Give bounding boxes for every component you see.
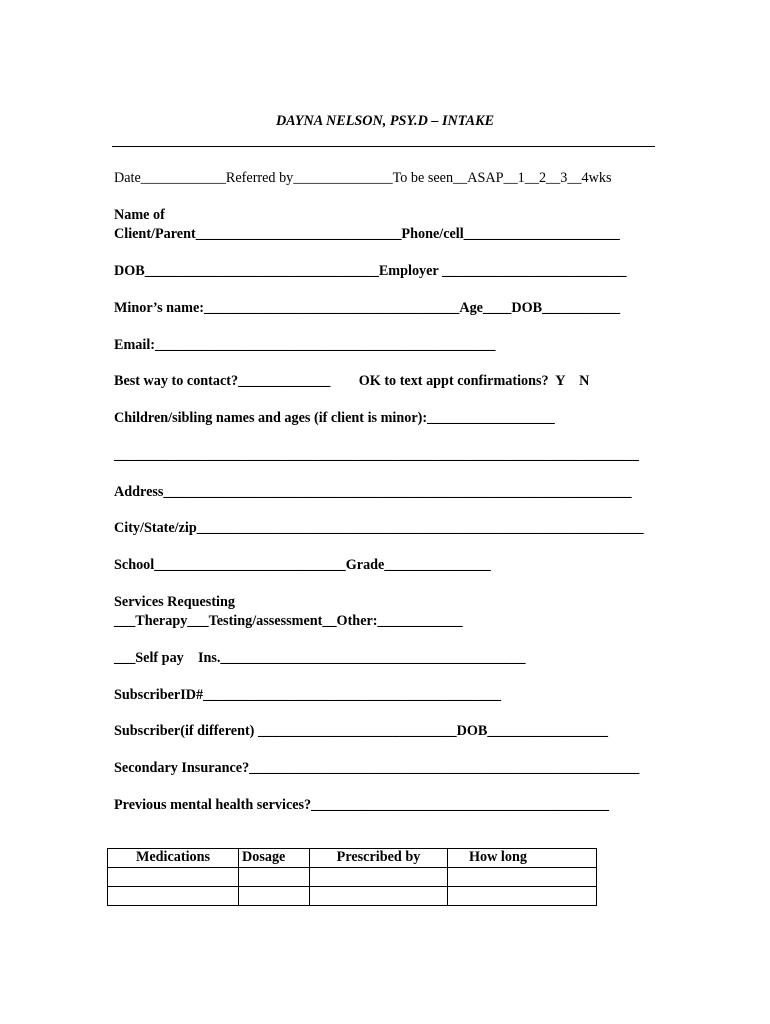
city-state-zip-line[interactable]: City/State/zip_______________________________________________________________: [114, 520, 644, 536]
previous-services-line[interactable]: Previous mental health services?__________________________________________: [114, 797, 610, 813]
secondary-insurance-line[interactable]: Secondary Insurance?_______________________________________________________: [114, 760, 640, 776]
contact-preference-line[interactable]: Best way to contact?_____________ OK to text appt confirmations? Y N: [114, 373, 590, 389]
title-divider: [112, 146, 655, 147]
medications-table: [107, 848, 597, 906]
client-parent-phone-line[interactable]: Client/Parent_____________________________Phone/cell______________________: [114, 226, 620, 242]
prescribed-by-cell[interactable]: [310, 887, 448, 906]
subscriber-id-line[interactable]: SubscriberID#__________________________________________: [114, 687, 502, 703]
dosage-cell[interactable]: [239, 887, 310, 906]
medication-cell[interactable]: [108, 887, 239, 906]
table-row: [108, 868, 597, 887]
address-line[interactable]: Address__________________________________________________________________: [114, 484, 632, 500]
school-grade-line[interactable]: School___________________________Grade_______________: [114, 557, 491, 573]
dob-employer-line[interactable]: DOB_________________________________Employer __________________________: [114, 263, 627, 279]
header-medications: Medications: [108, 849, 239, 868]
subscriber-different-line[interactable]: Subscriber(if different) ____________________________DOB_________________: [114, 723, 608, 739]
table-header-row: [108, 849, 597, 868]
how-long-cell[interactable]: [448, 887, 597, 906]
children-siblings-line[interactable]: Children/sibling names and ages (if client is minor):__________________: [114, 410, 555, 426]
date-referral-line[interactable]: Date____________Referred by______________To be seen__ASAP__1__2__3__4wks: [114, 170, 612, 186]
name-of-label: Name of: [114, 207, 165, 223]
prescribed-by-cell[interactable]: [310, 868, 448, 887]
dosage-cell[interactable]: [239, 868, 310, 887]
header-how-long: How long: [448, 849, 597, 868]
blank-continuation-line[interactable]: __________________________________________________________________________: [114, 447, 639, 463]
form-title: DAYNA NELSON, PSY.D – INTAKE: [275, 113, 495, 129]
header-dosage: Dosage: [239, 849, 310, 868]
services-heading: Services Requesting: [114, 594, 235, 610]
services-options-line[interactable]: ___Therapy___Testing/assessment__Other:____________: [114, 613, 463, 629]
email-line[interactable]: Email:________________________________________________: [114, 337, 496, 353]
how-long-cell[interactable]: [448, 868, 597, 887]
minor-name-line[interactable]: Minor’s name:____________________________________Age____DOB___________: [114, 300, 621, 316]
medication-cell[interactable]: [108, 868, 239, 887]
self-pay-insurance-line[interactable]: ___Self pay Ins.___________________________________________: [114, 650, 526, 666]
table-row: [108, 887, 597, 906]
header-prescribed-by: Prescribed by: [310, 849, 448, 868]
